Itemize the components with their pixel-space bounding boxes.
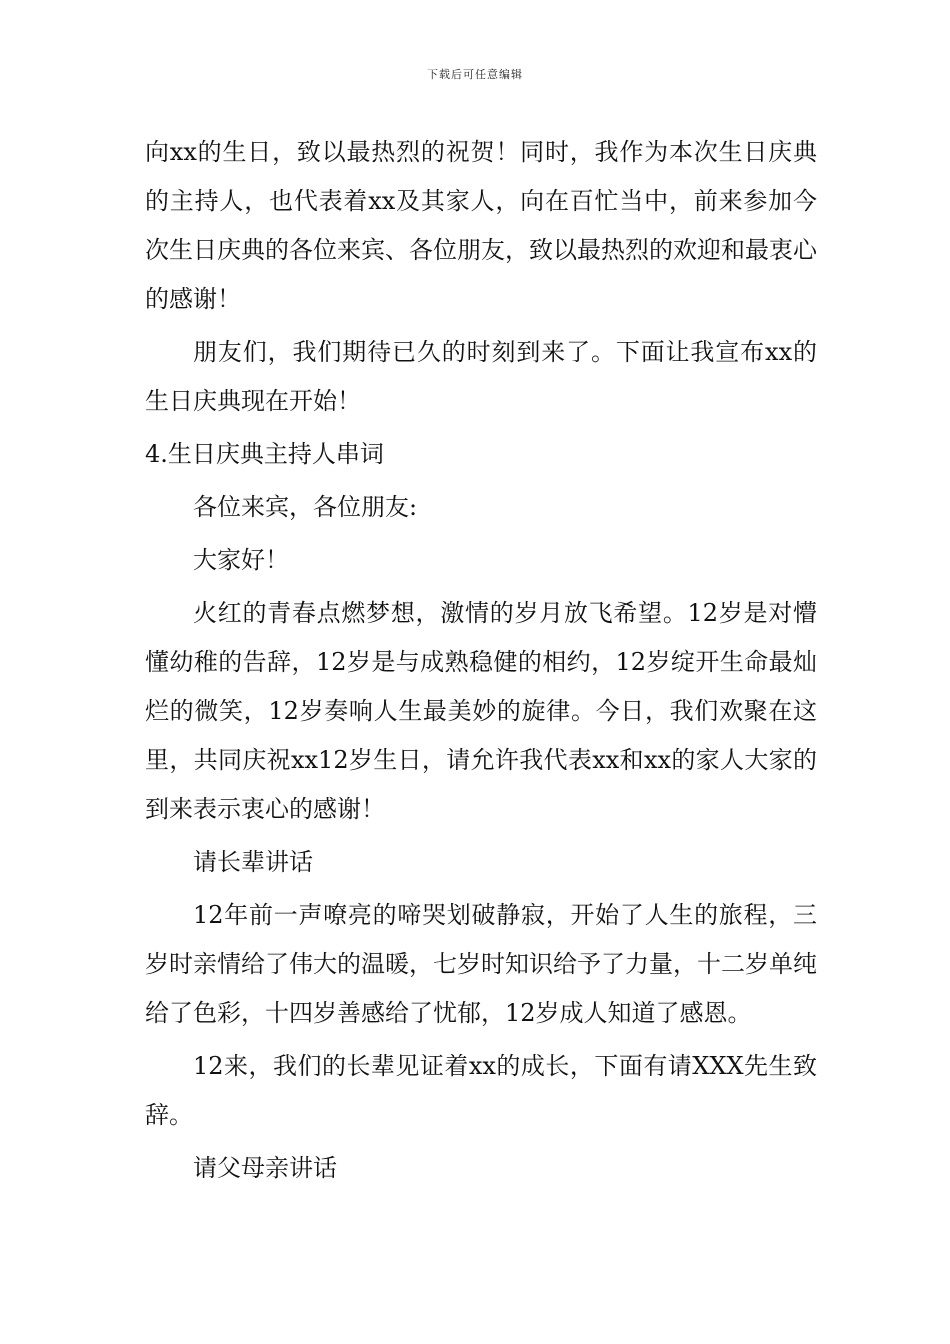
paragraph-greeting-continuation: 向xx的生日，致以最热烈的祝贺！同时，我作为本次生日庆典的主持人，也代表着xx及其家人，向在百忙当中，前来参加今次生日庆典的各位来宾、各位朋友，致以最热烈的欢迎和最衷心的感谢！ [145,138,817,313]
paragraph-elder-speech: 请长辈讲话 [193,848,313,876]
header-note: 下载后可任意编辑 [427,68,523,81]
paragraph-elder-invite: 12来，我们的长辈见证着xx的成长，下面有请XXX先生致辞。 [145,1052,817,1129]
paragraph-parents-speech: 请父母亲讲话 [193,1154,337,1182]
paragraph-life-journey: 12年前一声嘹亮的啼哭划破静寂，开始了人生的旅程，三岁时亲情给了伟大的温暖，七岁时知识给予了力量，十二岁单纯给了色彩，十四岁善感给了忧郁，12岁成人知道了感恩。 [145,901,817,1027]
paragraph-announcement: 朋友们，我们期待已久的时刻到来了。下面让我宣布xx的生日庆典现在开始！ [145,338,817,415]
document-body [145,128,817,1197]
paragraph-hello: 大家好！ [193,546,289,574]
section-heading: 4.生日庆典主持人串词 [145,440,384,468]
paragraph-opening: 火红的青春点燃梦想，激情的岁月放飞希望。12岁是对懵懂幼稚的告辞，12岁是与成熟稳健的相约，12岁绽开生命最灿烂的微笑，12岁奏响人生最美妙的旋律。今日，我们欢聚在这里，共同庆祝xx12岁生日，请允许我代表xx和xx的家人大家的到来表示衷心的感谢！ [145,599,817,823]
paragraph-salutation: 各位来宾，各位朋友: [193,493,418,521]
